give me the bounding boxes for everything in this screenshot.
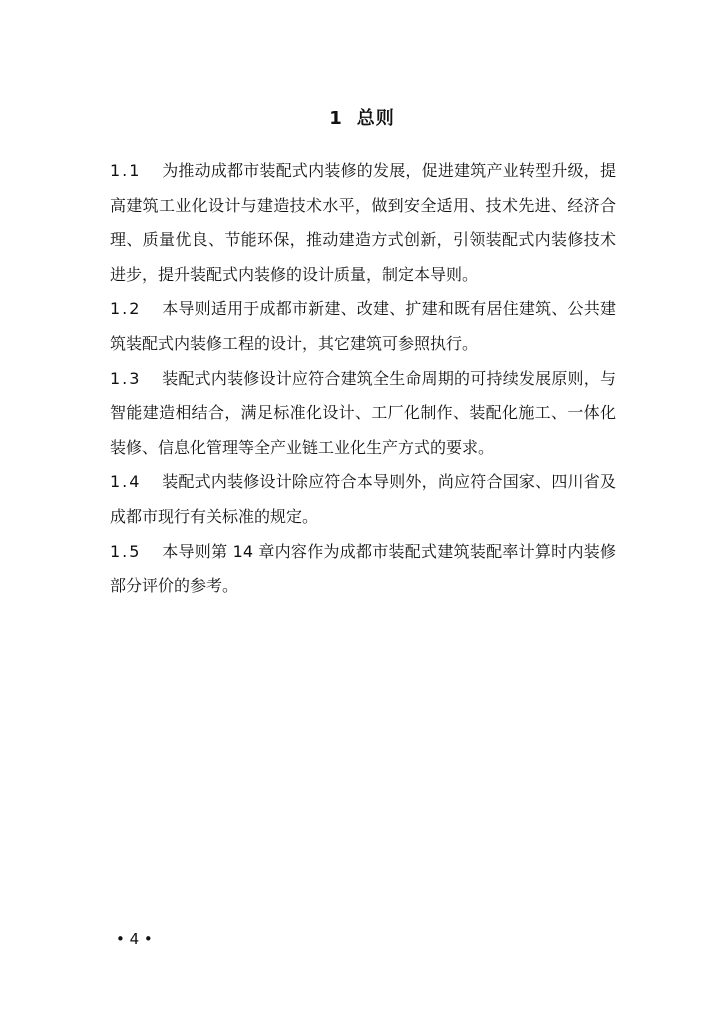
clause-1-3 xyxy=(110,362,616,466)
clause-text: 本导则第 14 章内容作为成都市装配式建筑装配率计算时内装修部分评价的参考。 xyxy=(110,541,616,596)
clause-1-1 xyxy=(110,154,616,292)
clause-text: 装配式内装修设计除应符合本导则外，尚应符合国家、四川省及成都市现行有关标准的规定。 xyxy=(110,472,616,526)
clause-number: 1.1 xyxy=(110,161,142,180)
chapter-number: 1 xyxy=(329,108,343,129)
chapter-heading xyxy=(0,104,724,130)
chapter-title: 总则 xyxy=(356,108,395,129)
clause-number: 1.5 xyxy=(110,541,142,561)
clause-number: 1.3 xyxy=(110,368,142,388)
page-number: • 4 • xyxy=(116,930,153,948)
clause-text: 装配式内装修设计应符合建筑全生命周期的可持续发展原则，与智能建造相结合，满足标准化设计、工厂化制作、装配化施工、一体化装修、信息化管理等全产业链工业化生产方式的要求。 xyxy=(110,368,616,457)
clause-1-4 xyxy=(110,465,616,534)
clause-number: 1.2 xyxy=(110,299,142,319)
clause-1-2 xyxy=(110,292,616,361)
clause-1-5 xyxy=(110,535,616,604)
clauses-body xyxy=(110,154,616,604)
clause-number: 1.4 xyxy=(110,472,142,492)
clause-text: 为推动成都市装配式内装修的发展，促进建筑产业转型升级，提高建筑工业化设计与建造技术水平，做到安全适用、技术先进、经济合理、质量优良、节能环保，推动建造方式创新，引领装配式内装修技术进步，提升装配式内装修的设计质量，制定本导则。 xyxy=(110,161,616,284)
clause-text: 本导则适用于成都市新建、改建、扩建和既有居住建筑、公共建筑装配式内装修工程的设计，其它建筑可参照执行。 xyxy=(110,299,616,353)
